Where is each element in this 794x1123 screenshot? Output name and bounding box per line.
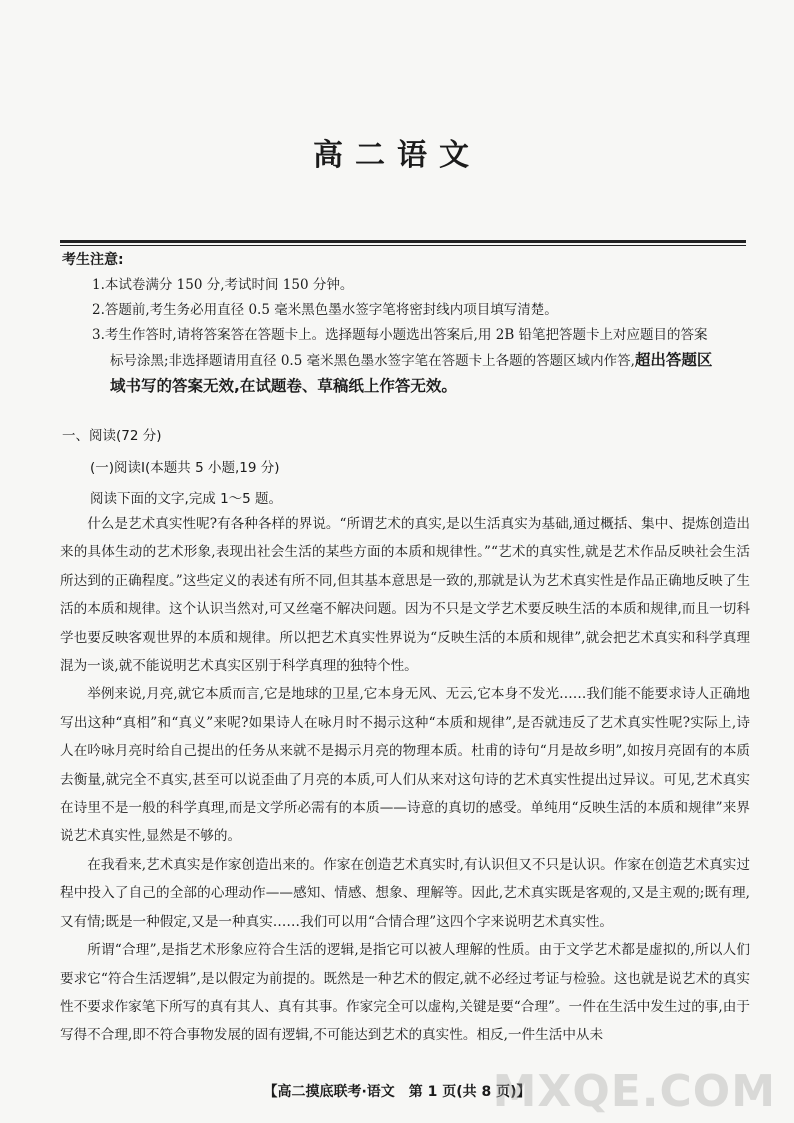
watermark-logo: MXQE.COM	[492, 1066, 776, 1117]
page-title: 高二语文	[313, 138, 481, 173]
section-heading: 一、阅读(72 分)	[62, 428, 162, 444]
passage-paragraph: 所谓“合理”,是指艺术形象应符合生活的逻辑,是指它可以被人理解的性质。由于文学艺术都是虚拟的,所以人们要求它“符合生活逻辑”,是以假定为前提的。既然是一种艺术的假定,就不必经过考证与检验。这也就是说艺术的真实性不要求作家笔下所写的真有其人、真有其事。作家完全可以虚构,关键是要“合理”。一件在生活中发生过的事,由于写得不合理,即不符合事物发展的固有逻辑,不可能达到艺术的真实性。相反,一件生活中从未	[60, 942, 750, 1044]
notice-item-3-line-3: 域书写的答案无效,在试题卷、草稿纸上作答无效。	[110, 377, 457, 395]
notice-heading: 考生注意:	[62, 252, 124, 268]
notice-item-3-line-1: 3.考生作答时,请将答案答在答题卡上。选择题每小题选出答案后,用 2B 铅笔把答题卡上对应题目的答案	[92, 327, 708, 343]
subsection-heading: (一)阅读Ⅰ(本题共 5 小题,19 分)	[90, 460, 280, 476]
passage-paragraph: 在我看来,艺术真实是作家创造出来的。作家在创造艺术真实时,有认识但又不只是认识。作家在创造艺术真实过程中投入了自己的全部的心理动作——感知、情感、想象、理解等。因此,艺术真实既是客观的,又是主观的;既有理,又有情;既是一种假定,又是一种真实……我们可以用“合情合理”这四个字来说明艺术真实性。	[60, 856, 750, 930]
notice-item-2: 2.答题前,考生务必用直径 0.5 毫米黑色墨水签字笔将密封线内项目填写清楚。	[92, 302, 558, 318]
notice-item-3-bold-text: 超出答题区	[634, 351, 713, 369]
passage-paragraph: 什么是艺术真实性呢?有各种各样的界说。“所谓艺术的真实,是以生活真实为基础,通过概括、集中、提炼创造出来的具体生动的艺术形象,表现出社会生活的某些方面的本质和规律性。”“艺术的真实性,就是艺术作品反映社会生活所达到的正确程度。”这些定义的表述有所不同,但其基本意思是一致的,那就是认为艺术真实性是作品正确地反映了生活的本质和规律。这个认识当然对,可又丝毫不解决问题。因为不只是文学艺术要反映生活的本质和规律,而且一切科学也要反映客观世界的本质和规律。所以把艺术真实性界说为“反映生活的本质和规律”,就会把艺术真实和科学真理混为一谈,就不能说明艺术真实区别于科学真理的独特个性。	[60, 516, 750, 675]
header-rule-thin	[60, 245, 746, 246]
reading-instruction: 阅读下面的文字,完成 1～5 题。	[90, 491, 283, 507]
notice-item-3-normal-text: 标号涂黑;非选择题请用直径 0.5 毫米黑色墨水签字笔在答题卡上各题的答题区域内作答,	[110, 353, 635, 369]
notice-item-3-line-2	[62, 348, 748, 374]
notice-item-1: 1.本试卷满分 150 分,考试时间 150 分钟。	[92, 277, 354, 293]
passage-paragraph: 举例来说,月亮,就它本质而言,它是地球的卫星,它本身无风、无云,它本身不发光……我们能不能要求诗人正确地写出这种“真相”和“真义”来呢?如果诗人在咏月时不揭示这种“本质和规律”,是否就违反了艺术真实性呢?实际上,诗人在吟咏月亮时给自己提出的任务从来就不是揭示月亮的物理本质。杜甫的诗句“月是故乡明”,如按月亮固有的本质去衡量,就完全不真实,甚至可以说歪曲了月亮的本质,可人们从来对这句诗的艺术真实性提出过异议。可见,艺术真实在诗里不是一般的科学真理,而是文学所必需有的本质——诗意的真切的感受。单纯用“反映生活的本质和规律”来界说艺术真实性,显然是不够的。	[60, 686, 750, 845]
header-rule-thick	[60, 240, 746, 243]
page-footer: 【高二摸底联考·语文 第 1 页(共 8 页)】	[263, 1084, 531, 1100]
exam-notice	[62, 248, 748, 399]
reading-passage	[60, 510, 750, 1050]
